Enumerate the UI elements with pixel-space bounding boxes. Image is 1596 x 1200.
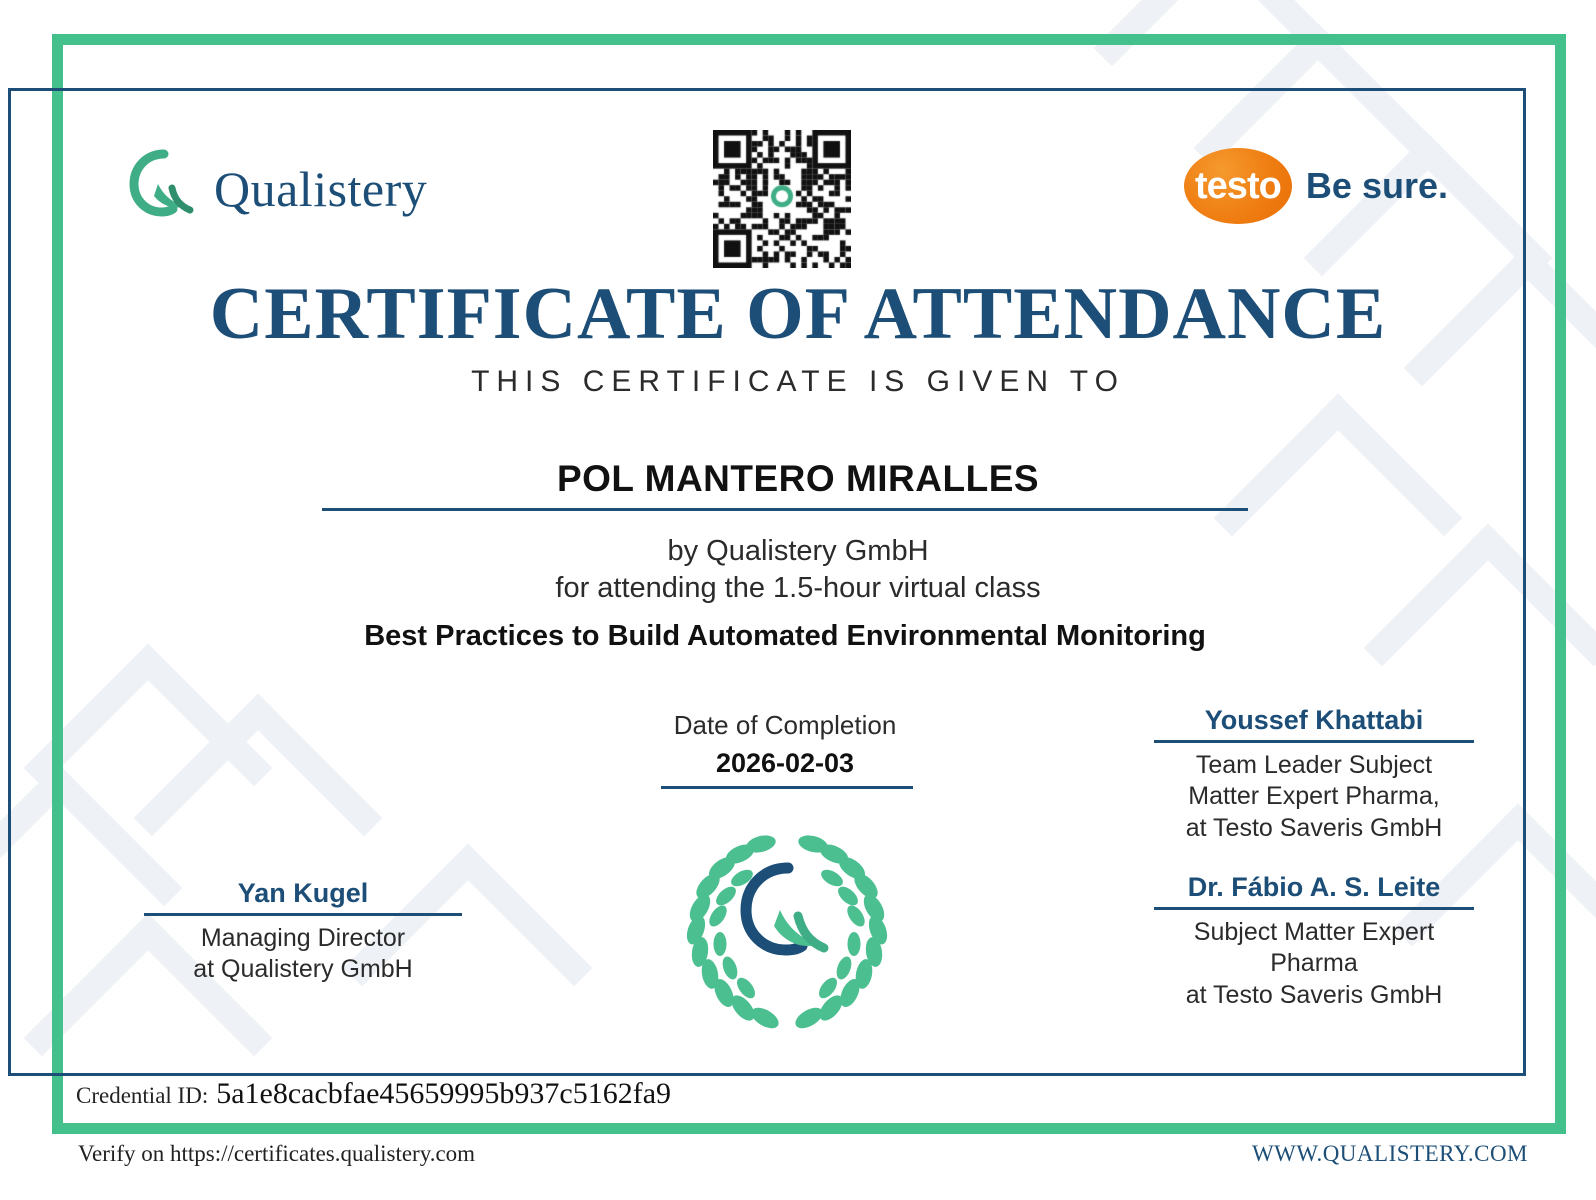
signature-underline	[1154, 907, 1474, 910]
date-value: 2026-02-03	[715, 748, 855, 778]
signature-role-line-2: Matter Expert Pharma,	[1188, 782, 1440, 811]
issuer-line: by Qualistery GmbH	[667, 535, 929, 567]
qr-code[interactable]	[713, 130, 851, 268]
signature-role-line-3: at Testo Saveris GmbH	[1185, 980, 1443, 1009]
testo-wordmark: testo	[1195, 164, 1281, 207]
website-url[interactable]: WWW.QUALISTERY.COM	[1251, 1141, 1528, 1166]
signature-role-line-1: Managing Director	[200, 924, 406, 952]
testo-logo	[1184, 148, 1448, 224]
signature-name: Yan Kugel	[237, 878, 369, 908]
qualistery-mark-icon	[128, 148, 202, 229]
signature-role-line-1: Team Leader Subject	[1195, 751, 1433, 779]
recipient-name: POL MANTERO MIRALLES	[556, 458, 1040, 499]
attendance-line: for attending the 1.5-hour virtual class	[555, 572, 1041, 604]
signature-role-line-3: at Testo Saveris GmbH	[1185, 813, 1443, 842]
signature-name: Youssef Khattabi	[1204, 705, 1424, 735]
signature-underline	[1154, 740, 1474, 743]
course-title: Best Practices to Build Automated Environmental Monitoring	[364, 620, 1206, 652]
qualistery-wordmark: Qualistery	[214, 160, 428, 217]
date-underline	[661, 786, 913, 789]
credential-id-value: 5a1e8cacbfae45659995b937c5162fa9	[216, 1077, 672, 1110]
laurel-wreath-emblem	[660, 812, 914, 1042]
date-label: Date of Completion	[673, 710, 897, 740]
verify-link[interactable]: Verify on https://certificates.qualistery.com	[78, 1141, 476, 1166]
testo-badge-icon	[1184, 148, 1292, 224]
signature-name: Dr. Fábio A. S. Leite	[1187, 872, 1441, 902]
signature-role-line-1: Subject Matter Expert	[1193, 918, 1435, 946]
signature-role-line-2: at Qualistery GmbH	[193, 955, 413, 984]
signature-role-line-2: Pharma	[1270, 949, 1358, 978]
signature-block-youssef-khattabi	[1124, 705, 1504, 844]
credential-id-label: Credential ID:	[76, 1083, 209, 1108]
recipient-underline	[322, 508, 1248, 511]
signature-block-fabio-leite	[1124, 872, 1504, 1011]
signature-underline	[144, 913, 462, 916]
testo-claim: Be sure.	[1305, 165, 1448, 206]
signature-block-yan-kugel	[118, 878, 488, 986]
credential-id	[76, 1077, 671, 1111]
certificate-title: CERTIFICATE OF ATTENDANCE	[209, 273, 1387, 355]
qualistery-logo	[128, 148, 427, 229]
certificate-subtitle: THIS CERTIFICATE IS GIVEN TO	[471, 365, 1125, 398]
